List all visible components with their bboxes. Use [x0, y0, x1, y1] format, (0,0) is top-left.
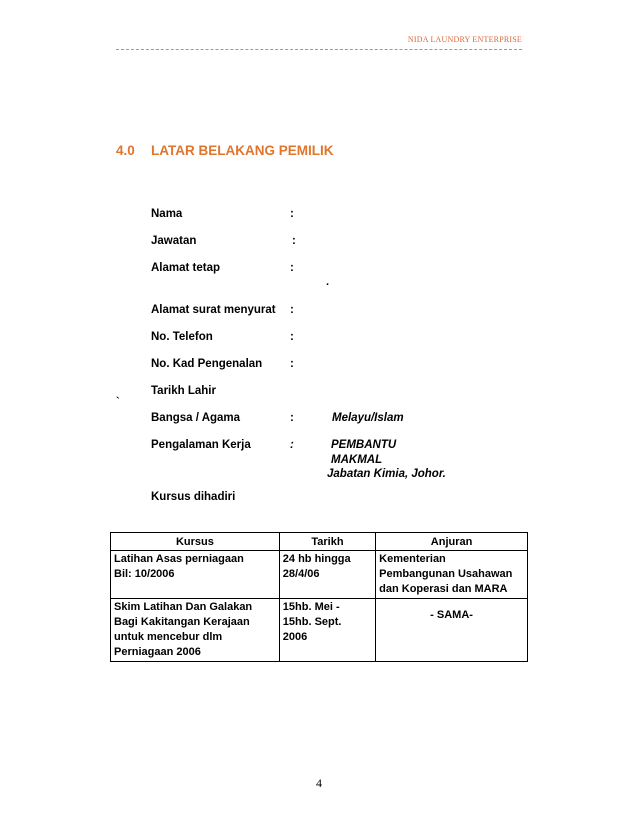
page-number: 4	[316, 776, 322, 790]
cell-anjuran	[376, 599, 528, 662]
cell-line: Latihan Asas perniagaan	[114, 553, 244, 565]
field-label-bangsa-agama: Bangsa / Agama	[151, 412, 241, 424]
field-colon: :	[290, 412, 294, 424]
column-header-anjuran: Anjuran	[376, 533, 528, 551]
cell-line: dan Koperasi dan MARA	[379, 583, 508, 595]
column-header-kursus: Kursus	[111, 533, 280, 551]
courses-table	[110, 532, 528, 662]
field-label-telefon: No. Telefon	[151, 331, 213, 343]
field-colon: :	[290, 331, 294, 343]
cell-line: Bagi Kakitangan Kerajaan	[114, 616, 250, 628]
field-value-pengalaman-line1: PEMBANTU	[331, 439, 397, 451]
field-colon: :	[290, 304, 294, 316]
cell-kursus	[111, 551, 280, 599]
header-divider	[116, 49, 522, 50]
field-label-alamat-tetap: Alamat tetap	[151, 262, 221, 274]
stray-dot: .	[326, 276, 330, 288]
cell-tarikh	[279, 599, 375, 662]
cell-line: - SAMA-	[430, 609, 473, 621]
field-label-pengalaman-kerja: Pengalaman Kerja	[151, 439, 251, 451]
cell-line: Kementerian	[379, 553, 446, 565]
section-number: 4.0	[116, 143, 135, 158]
cell-line: Perniagaan 2006	[114, 646, 201, 658]
field-label-tarikh-lahir: Tarikh Lahir	[151, 385, 216, 397]
field-value-bangsa-agama: Melayu/Islam	[332, 412, 404, 424]
field-colon: :	[290, 262, 294, 274]
field-label-kad-pengenalan: No. Kad Pengenalan	[151, 358, 263, 370]
field-colon: :	[290, 208, 294, 220]
field-label-alamat-surat: Alamat surat menyurat	[151, 304, 276, 316]
table-row	[111, 599, 528, 662]
column-header-tarikh: Tarikh	[279, 533, 375, 551]
table-header-row	[111, 533, 528, 551]
cell-line: Skim Latihan Dan Galakan	[114, 601, 253, 613]
field-label-nama: Nama	[151, 208, 183, 220]
cell-tarikh	[279, 551, 375, 599]
field-value-pengalaman-line2: MAKMAL	[331, 454, 383, 466]
cell-line: 28/4/06	[282, 568, 320, 580]
field-label-jawatan: Jawatan	[151, 235, 197, 247]
cell-kursus	[111, 599, 280, 662]
field-colon: :	[290, 439, 294, 451]
cell-anjuran	[376, 551, 528, 599]
cell-line: 24 hb hingga	[282, 553, 351, 565]
cell-line: 2006	[282, 631, 308, 643]
cell-line: 15hb. Sept.	[282, 616, 342, 628]
header-title: NIDA LAUNDRY ENTERPRISE	[407, 35, 522, 44]
stray-backtick: `	[116, 396, 120, 408]
cell-line: Pembangunan Usahawan	[379, 568, 513, 580]
cell-line: untuk mencebur dlm	[114, 631, 223, 643]
field-colon: :	[292, 235, 296, 247]
field-label-kursus-dihadiri: Kursus dihadiri	[151, 491, 236, 503]
field-colon: :	[290, 358, 294, 370]
field-value-pengalaman-line3: Jabatan Kimia, Johor.	[327, 468, 446, 480]
cell-line: 15hb. Mei -	[282, 601, 340, 613]
section-title: LATAR BELAKANG PEMILIK	[151, 143, 334, 158]
cell-line: Bil: 10/2006	[114, 568, 175, 580]
table-row	[111, 551, 528, 599]
